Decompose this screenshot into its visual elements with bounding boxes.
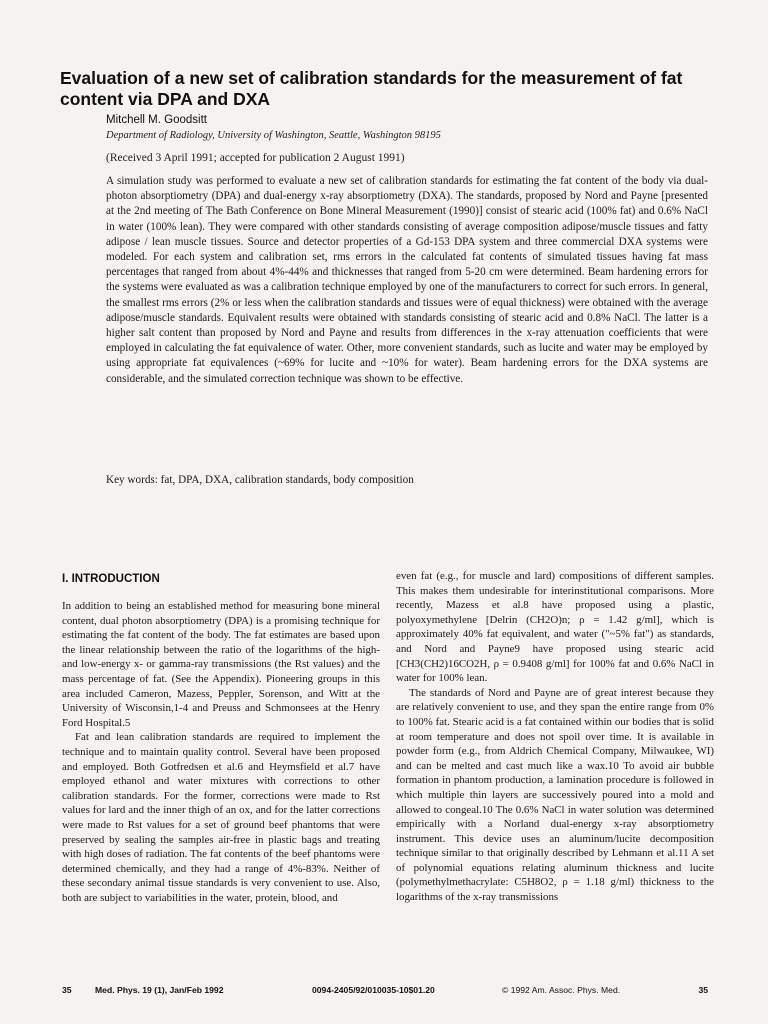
received-dates: (Received 3 April 1991; accepted for publication 2 August 1991) <box>106 152 405 164</box>
page-number-left: 35 <box>62 985 72 995</box>
article-code: 0094-2405/92/010035-10$01.20 <box>312 985 435 995</box>
right-column <box>396 569 714 905</box>
paragraph: Fat and lean calibration standards are required to implement the technique and to maintain quality control. Several have been proposed and employed. Both Gotfredsen et al.6 and Heymsfield et al.7 have employed ethanol and water mixtures with corrections to other calibration standards. For the former, corrections were made to Rst values for lard and the inner thigh of an ox, and for the latter corrections were made to Rst values for a set of ground beef phantoms that were preserved by sealing the samples air-free in plastic bags and treating with high doses of radiation. The fat contents of the beef phantoms were determined chemically, and they had a range of 4%-83%. Neither of these secondary animal tissue standards is very convenient to use. Also, both are subject to variabilities in the water, protein, blood, and <box>62 731 380 904</box>
abstract: A simulation study was performed to evaluate a new set of calibration standards for estimating the fat content of the body via dual-photon absorptiometry (DPA) and dual-energy x-ray absorptiometry (DXA). The standards, proposed by Nord and Payne [presented at the 2nd meeting of The Bath Conference on Bone Mineral Measurement (1990)] consist of stearic acid (100% fat) and 0.6% NaCl in water (100% lean). They were compared with other standards consisting of average composition adipose/muscle tissues and fatty adipose / lean muscle tissues. Source and detector properties of a Gd-153 DPA system and three commercial DXA systems were modeled. For each system and calibration set, rms errors in the calculated fat contents of simulated tissues having fat mass percentages that ranged from about 4%-44% and thicknesses that ranged from 5-20 cm were determined. Beam hardening errors for the systems were evaluated as was a calibration technique employed by one of the manufacturers to correct for such errors. In general, the smallest rms errors (2% or less when the calibration standards and tissues were of equal thickness) were obtained with the average adipose/muscle standards. Equivalent results were obtained with standards consisting of stearic acid and 0.8% NaCl. The latter is a higher salt content than proposed by Nord and Payne and results from differences in the x-ray attenuation coefficients that were employed in calculating the fat equivalence of water. Other, more convenient standards, such as lucite and water may be employed by using appropriate fat equivalences (~69% for lucite and ~10% for water). Beam hardening errors for the DXA systems are considerable, and the simulated correction technique was shown to be effective. <box>106 175 708 385</box>
paragraph: The standards of Nord and Payne are of great interest because they are relatively convenient to use, and they span the entire range from 0% to 100% fat. Stearic acid is a fat contained within our bodies that is solid at room temperature and does not spoil over time. It is available in powder form (e.g., from Aldrich Chemical Company, Milwaukee, WI) and can be melted and cast much like a wax.10 To avoid air bubble formation in phantom production, a lamination procedure is followed in which multiple thin layers are successively poured into a mold and allowed to congeal.10 The 0.6% NaCl in water solution was determined empirically with a Norland dual-energy x-ray absorptiometry instrument. This device uses an aluminum/lucite decomposition technique similar to that originally described by Lehmann et al.11 A set of polynomial equations relating aluminum thickness and lucite (polymethylmethacrylate: C5H8O2, ρ = 1.18 g/ml) thickness to the logarithms of the x-ray transmissions <box>396 686 714 904</box>
journal-citation: Med. Phys. 19 (1), Jan/Feb 1992 <box>95 985 224 995</box>
copyright: © 1992 Am. Assoc. Phys. Med. <box>502 985 621 995</box>
article-title: Evaluation of a new set of calibration standards for the measurement of fat content via DPA and DXA <box>60 68 683 109</box>
paragraph: even fat (e.g., for muscle and lard) compositions of different samples. This makes them undesirable for interinstitutional comparisons. More recently, Mazess et al.8 have proposed using a plastic, polyoxymethylene [Delrin (CH2O)n; ρ = 1.42 g/ml], which is approximately 40% fat equivalent, and water ("~5% fat") as standards, and Nord and Payne9 have proposed using stearic acid [CH3(CH2)16CO2H, ρ = 0.9408 g/ml] for 100% fat and 0.6% NaCl in water for 100% lean. <box>396 570 714 685</box>
author-affiliation: Department of Radiology, University of Washington, Seattle, Washington 98195 <box>106 130 441 141</box>
section-heading-introduction: I. INTRODUCTION <box>62 573 160 585</box>
left-column <box>62 599 380 905</box>
author-name: Mitchell M. Goodsitt <box>106 114 207 126</box>
page-number-right: 35 <box>698 985 708 995</box>
keywords: Key words: fat, DPA, DXA, calibration standards, body composition <box>106 474 414 486</box>
paragraph: In addition to being an established method for measuring bone mineral content, dual photon absorptiometry (DPA) is a promising technique for estimating the fat content of the body. The fat estimates are based upon the linear relationship between the ratio of the logarithms of the high- and low-energy x- or gamma-ray transmissions (the Rst values) and the mass percentage of fat. (See the Appendix). Pioneering groups in this area included Cameron, Mazess, Peppler, Sorenson, and Witt at the University of Wisconsin,1-4 and Preuss and Schmonsees at the Henry Ford Hospital.5 <box>62 600 380 729</box>
